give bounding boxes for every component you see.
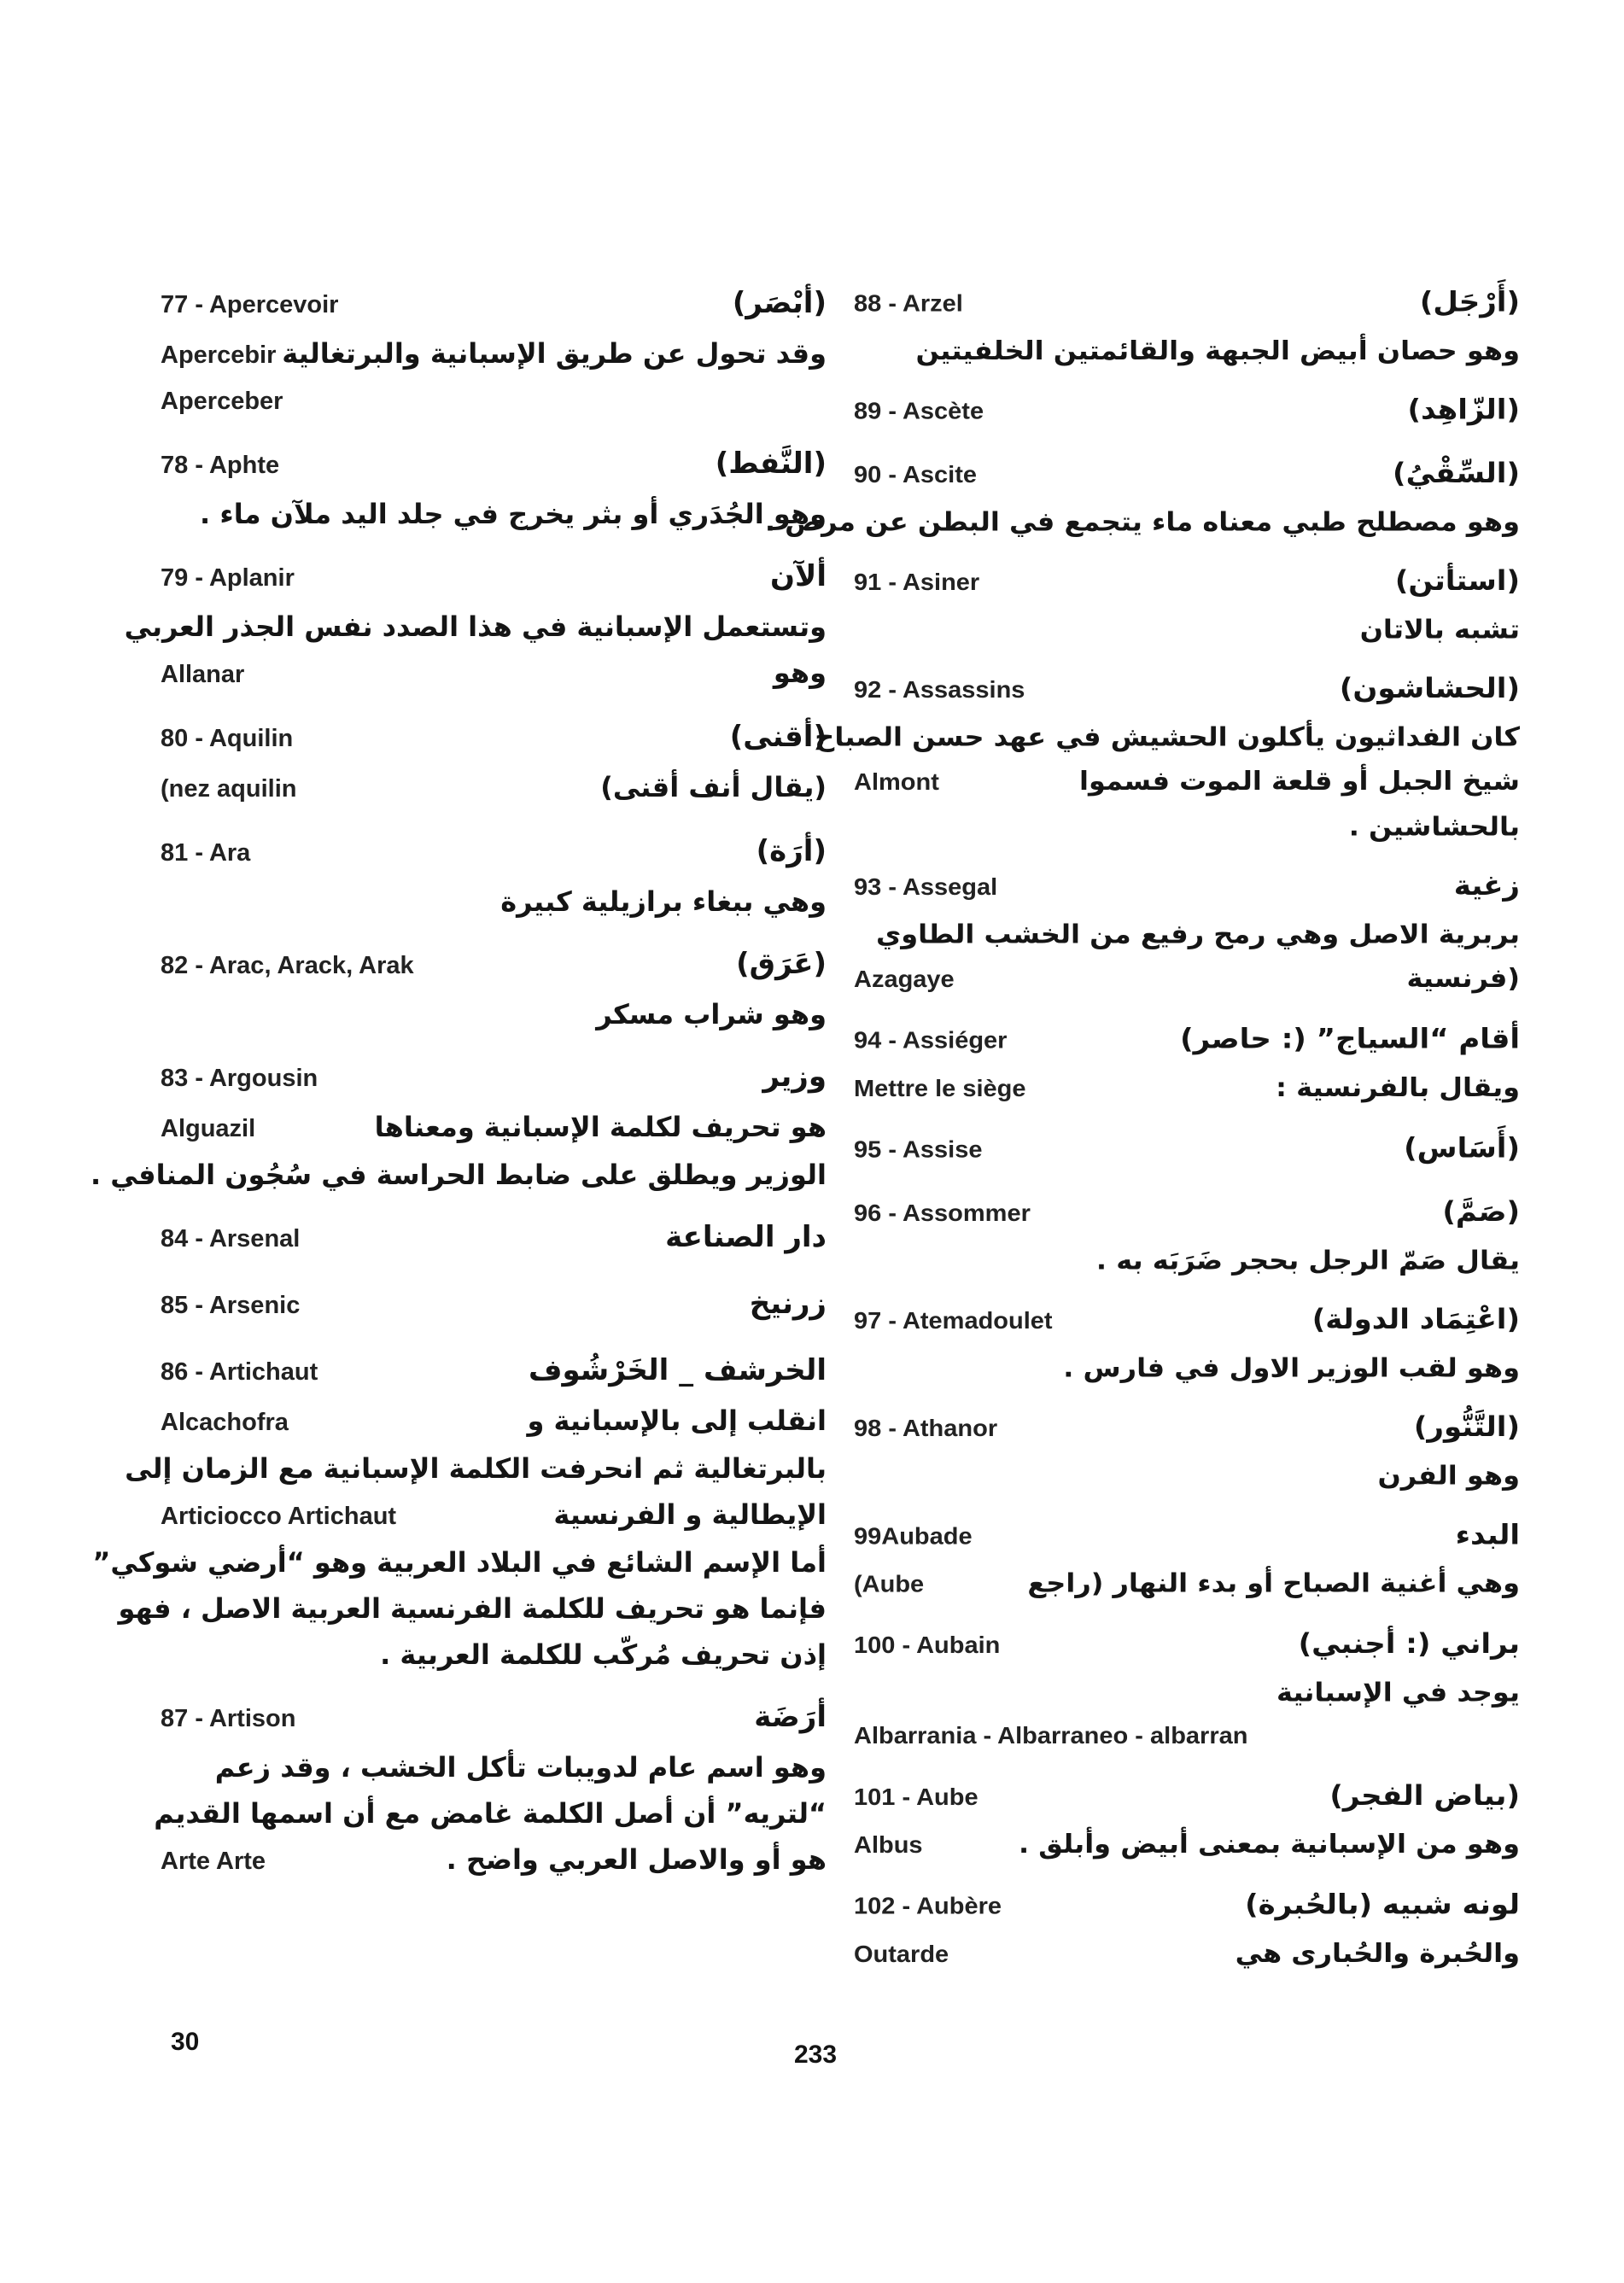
entry-definition-line — [764, 499, 1520, 544]
entry-arabic-term: (اعْتِمَاد الدولة) — [1311, 1303, 1520, 1336]
entry-definition-line — [161, 1398, 827, 1445]
entry-header — [854, 1196, 1520, 1239]
entry-arabic-term: (أبْصَر) — [732, 286, 827, 320]
definition-arabic-text: إذن تحريف مُركّب للكلمة العربية . — [380, 1638, 827, 1671]
entry-french-term: 82 - Arac, Arack, Arak — [161, 952, 414, 979]
entry-definition-line — [161, 650, 827, 698]
dictionary-entry — [124, 559, 827, 698]
definition-latin-text: Albarrania - Albarraneo - albarran — [854, 1723, 1248, 1749]
definition-arabic-text: الوزير ويطلق على ضابط الحراسة في سُجُون المنافي . — [90, 1159, 827, 1191]
page-number-left: 30 — [171, 2028, 200, 2056]
definition-arabic-text: وتستعمل الإسبانية في هذا الصدد نفس الجذر العربي — [124, 610, 827, 643]
entry-french-term: 85 - Arsenic — [161, 1292, 301, 1319]
dictionary-entry — [92, 1353, 827, 1678]
definition-latin-text: Apercebir — [161, 342, 277, 369]
definition-arabic-text: “لتريه” أن أصل الكلمة غامض مع أن اسمها القديم — [154, 1797, 827, 1830]
definition-latin-text: Aperceber — [161, 388, 283, 415]
entry-french-term: 79 - Aplanir — [161, 564, 295, 592]
entry-french-term: 99Aubade — [854, 1523, 973, 1550]
definition-arabic-text: شيخ الجبل أو قلعة الموت فسموا — [1079, 765, 1520, 797]
left-column — [90, 286, 827, 1906]
entry-arabic-term: (صَمَّ) — [1442, 1195, 1520, 1229]
entry-definition-line — [854, 1931, 1520, 1976]
entry-french-term: 87 - Artison — [161, 1705, 296, 1732]
entry-french-term: 91 - Asiner — [854, 569, 980, 596]
entry-definition-line — [854, 329, 1520, 373]
entry-arabic-term: (أقنى) — [729, 720, 827, 754]
entry-definition-line — [161, 1492, 827, 1539]
definition-latin-text: Azagaye — [854, 966, 955, 993]
definition-arabic-text: هو تحريف لكلمة الإسبانية ومعناها — [374, 1111, 827, 1143]
definition-arabic-text: (فرنسية — [1406, 962, 1520, 994]
entry-french-term: 94 - Assiéger — [854, 1027, 1008, 1054]
entry-french-term: 84 - Arsenal — [161, 1225, 301, 1252]
entry-french-term: 101 - Aube — [854, 1784, 978, 1811]
definition-latin-text: Allanar — [161, 661, 245, 688]
entry-arabic-term: الخرشف _ الخَرْشُوف — [529, 1353, 827, 1387]
definition-latin-text: Albus — [854, 1832, 923, 1859]
definition-arabic-text: بالبرتغالية ثم انحرفت الكلمة الإسبانية مع الزمان إلى — [125, 1452, 827, 1485]
dictionary-entry — [854, 1628, 1520, 1759]
entry-header — [161, 559, 827, 604]
definition-arabic-text: فإنما هو تحريف للكلمة الفرنسية العربية الاصل ، فهو — [118, 1592, 827, 1625]
definition-arabic-text: الإيطالية و الفرنسية — [553, 1498, 827, 1531]
entry-definition-line — [161, 378, 827, 424]
entry-definition-line — [161, 330, 827, 378]
dictionary-entry — [854, 286, 1520, 372]
definition-arabic-text: وهو الجُدَري أو بثر يخرج في جلد اليد ملآن ماء . — [200, 498, 827, 530]
entry-arabic-term: (أَرْجَل) — [1419, 286, 1520, 319]
entry-french-term: 90 - Ascite — [854, 462, 977, 488]
definition-latin-text: Alcachofra — [161, 1409, 289, 1436]
dictionary-entry — [854, 870, 1520, 1002]
entry-definition-line — [815, 715, 1520, 759]
entry-header — [854, 286, 1520, 329]
dictionary-entry — [90, 1060, 827, 1198]
definition-arabic-text: وهو حصان أبيض الجبهة والقائمتين الخلفيتين — [915, 335, 1520, 366]
entry-french-term: 93 - Assegal — [854, 874, 998, 901]
dictionary-entry — [161, 447, 827, 537]
entry-arabic-term: زغية — [1453, 869, 1520, 902]
definition-latin-text: (Aube — [854, 1571, 925, 1598]
dictionary-entry — [161, 834, 827, 925]
entry-definition-line — [854, 1453, 1520, 1498]
entry-french-term: 81 - Ara — [161, 839, 251, 867]
entry-arabic-term: (النَّفط) — [715, 447, 827, 481]
definition-arabic-text: يوجد في الإسبانية — [1276, 1676, 1520, 1708]
entry-french-term: 97 - Atemadoulet — [854, 1308, 1053, 1334]
entry-french-term: 98 - Athanor — [854, 1416, 998, 1442]
dictionary-entry — [854, 1132, 1520, 1175]
entry-definition-line — [854, 607, 1520, 651]
dictionary-entry — [854, 1889, 1520, 1976]
entry-arabic-term: دار الصناعة — [665, 1220, 827, 1254]
definition-arabic-text: وهي ببغاء برازيلية كبيرة — [500, 885, 827, 918]
dictionary-entry — [854, 394, 1520, 436]
entry-arabic-term: أقام “السياج” (: حاصر) — [1180, 1023, 1520, 1056]
entry-arabic-term: (أرَة) — [756, 834, 827, 868]
entry-header — [161, 286, 827, 330]
entry-french-term: 78 - Aphte — [161, 452, 280, 479]
dictionary-entry — [154, 1700, 827, 1884]
dictionary-entry — [854, 1023, 1520, 1111]
entry-header — [161, 947, 827, 991]
definition-arabic-text: وهو الفرن — [1377, 1459, 1520, 1492]
entry-definition-line — [154, 1790, 827, 1836]
entry-header — [854, 1304, 1520, 1346]
definition-arabic-text: وهو شراب مسكر — [596, 998, 827, 1031]
entry-header — [854, 1628, 1520, 1671]
entry-header — [854, 1023, 1520, 1066]
definition-arabic-text: وهو اسم عام لدويبات تأكل الخشب ، وقد زعم — [214, 1751, 827, 1784]
entry-definition-line — [854, 759, 1520, 804]
entry-header — [854, 1889, 1520, 1931]
definition-arabic-text: أما الإسم الشائع في البلاد العربية وهو “أرضي شوكي” — [92, 1546, 827, 1579]
entry-definition-line — [854, 956, 1520, 1001]
entry-definition-line — [161, 879, 827, 925]
entry-arabic-term: (الزّاهِد) — [1407, 394, 1520, 427]
dictionary-entry — [854, 1411, 1520, 1498]
entry-arabic-term: براني (: أجنبي) — [1298, 1627, 1520, 1661]
entry-arabic-term: (استأتن) — [1394, 564, 1520, 598]
entry-arabic-term: أرَضَة — [754, 1700, 827, 1734]
entry-definition-line — [161, 1836, 827, 1884]
dictionary-entry — [161, 1220, 827, 1264]
definition-arabic-text: هو أو والاصل العربي واضح . — [446, 1843, 827, 1876]
entry-definition-line — [854, 1670, 1520, 1714]
entry-definition-line — [124, 604, 827, 650]
entry-definition-line — [854, 1714, 1520, 1759]
entry-french-term: 88 - Arzel — [854, 290, 963, 318]
entry-french-term: 92 - Assassins — [854, 677, 1025, 704]
entry-arabic-term: (عَرَق) — [736, 947, 827, 981]
entry-definition-line — [118, 1585, 827, 1632]
entry-french-term: 102 - Aubère — [854, 1893, 1002, 1920]
entry-header — [854, 1411, 1520, 1454]
definition-arabic-text: بربرية الاصل وهي رمح رفيع من الخشب الطاوي — [875, 918, 1520, 950]
dictionary-entry — [161, 286, 827, 424]
entry-definition-line — [854, 1561, 1520, 1606]
definition-arabic-text: كان الفداثيون يأكلون الحشيش في عهد حسن الصباح — [815, 721, 1520, 753]
dictionary-entry — [854, 1779, 1520, 1867]
entry-header — [854, 1519, 1520, 1562]
entry-definition-line — [161, 991, 827, 1037]
entry-arabic-term: البدء — [1455, 1518, 1520, 1551]
definition-arabic-text: وهو مصطلح طبي معناه ماء يتجمع في البطن عن مرض . — [764, 505, 1520, 538]
entry-header — [854, 565, 1520, 608]
definition-arabic-text: وقد تحول عن طريق الإسبانية والبرتغالية — [282, 337, 827, 370]
dictionary-entry — [854, 1519, 1520, 1607]
entry-arabic-term: (التَّنُّور) — [1413, 1410, 1520, 1444]
definition-latin-text: Articiocco Artichaut — [161, 1503, 397, 1530]
definition-arabic-text: وهو لقب الوزير الاول في فارس . — [1063, 1352, 1520, 1384]
entry-arabic-term: ألآن — [770, 559, 827, 593]
definition-arabic-text: (يقال أنف أقنى) — [600, 771, 827, 803]
entry-definition-line — [161, 1104, 827, 1152]
entry-header — [161, 1287, 827, 1331]
entry-header — [161, 1353, 827, 1398]
definition-arabic-text: انقلب إلى بالإسبانية و — [527, 1404, 827, 1437]
entry-header — [854, 673, 1520, 715]
entry-definition-line — [854, 804, 1520, 849]
entry-arabic-term: وزير — [762, 1060, 827, 1094]
definition-latin-text: Almont — [854, 769, 939, 796]
entry-header — [854, 1132, 1520, 1175]
page-number-right: 233 — [794, 2041, 838, 2069]
entry-french-term: 77 - Apercevoir — [161, 291, 339, 318]
entry-definition-line — [125, 1445, 827, 1492]
entry-definition-line — [854, 1822, 1520, 1867]
definition-latin-text: Mettre le siège — [854, 1076, 1026, 1102]
entry-arabic-term: (السِّقْيُ) — [1393, 457, 1520, 490]
definition-arabic-text: والحُبرة والحُبارى هي — [1235, 1937, 1520, 1969]
entry-header — [854, 1779, 1520, 1822]
entry-definition-line — [161, 764, 827, 812]
entry-french-term: 83 - Argousin — [161, 1065, 318, 1092]
entry-definition-line — [92, 1539, 827, 1585]
entry-french-term: 86 - Artichaut — [161, 1358, 318, 1386]
dictionary-entry — [764, 457, 1520, 544]
entry-definition-line — [90, 1152, 827, 1198]
entry-definition-line — [854, 1238, 1520, 1282]
dictionary-entry — [161, 720, 827, 812]
definition-latin-text: Outarde — [854, 1941, 949, 1968]
entry-french-term: 80 - Aquilin — [161, 725, 294, 752]
entry-french-term: 100 - Aubain — [854, 1632, 1001, 1659]
entry-header — [161, 720, 827, 764]
entry-header — [161, 834, 827, 879]
entry-definition-line — [161, 491, 827, 537]
entry-header — [854, 394, 1520, 436]
entry-header — [854, 458, 1520, 500]
entry-arabic-term: لونه شبيه (بالحُبرة) — [1245, 1889, 1520, 1922]
definition-latin-text: Alguazil — [161, 1115, 256, 1142]
entry-arabic-term: (بياض الفجر) — [1329, 1779, 1520, 1813]
dictionary-entry — [854, 565, 1520, 651]
entry-french-term: 95 - Assise — [854, 1136, 983, 1164]
entry-header — [161, 1220, 827, 1264]
dictionary-entry — [854, 1304, 1520, 1390]
definition-arabic-text: بالحشاشين . — [1348, 810, 1520, 843]
entry-arabic-term: (الحشاشون) — [1339, 672, 1520, 705]
entry-definition-line — [854, 1066, 1520, 1111]
dictionary-entry — [815, 672, 1520, 849]
entry-definition-line — [161, 1632, 827, 1678]
entry-definition-line — [854, 912, 1520, 956]
definition-arabic-text: وهي أغنية الصباح أو بدء النهار (راجع — [1027, 1567, 1520, 1599]
entry-arabic-term: (أَسَاس) — [1404, 1132, 1520, 1165]
dictionary-entry — [161, 947, 827, 1037]
entry-definition-line — [854, 1346, 1520, 1390]
definition-arabic-text: وهو — [773, 657, 827, 689]
entry-header — [161, 1700, 827, 1744]
entry-definition-line — [161, 1744, 827, 1790]
entry-french-term: 89 - Ascète — [854, 398, 984, 425]
definition-arabic-text: وهو من الإسبانية بمعنى أبيض وأبلق . — [1018, 1828, 1520, 1860]
definition-latin-text: (nez aquilin — [161, 775, 297, 803]
definition-latin-text: Arte Arte — [161, 1848, 266, 1875]
dictionary-entry — [161, 1287, 827, 1331]
entry-header — [161, 1060, 827, 1104]
entry-arabic-term: زرنيخ — [749, 1287, 827, 1321]
dictionary-entry — [854, 1196, 1520, 1282]
definition-arabic-text: تشبه بالاتان — [1359, 613, 1520, 645]
definition-arabic-text: يقال صَمّ الرجل بحجر ضَرَبَه به . — [1095, 1244, 1520, 1276]
entry-header — [854, 870, 1520, 913]
entry-french-term: 96 - Assommer — [854, 1200, 1031, 1227]
entry-header — [161, 447, 827, 491]
definition-arabic-text: ويقال بالفرنسية : — [1276, 1071, 1520, 1103]
